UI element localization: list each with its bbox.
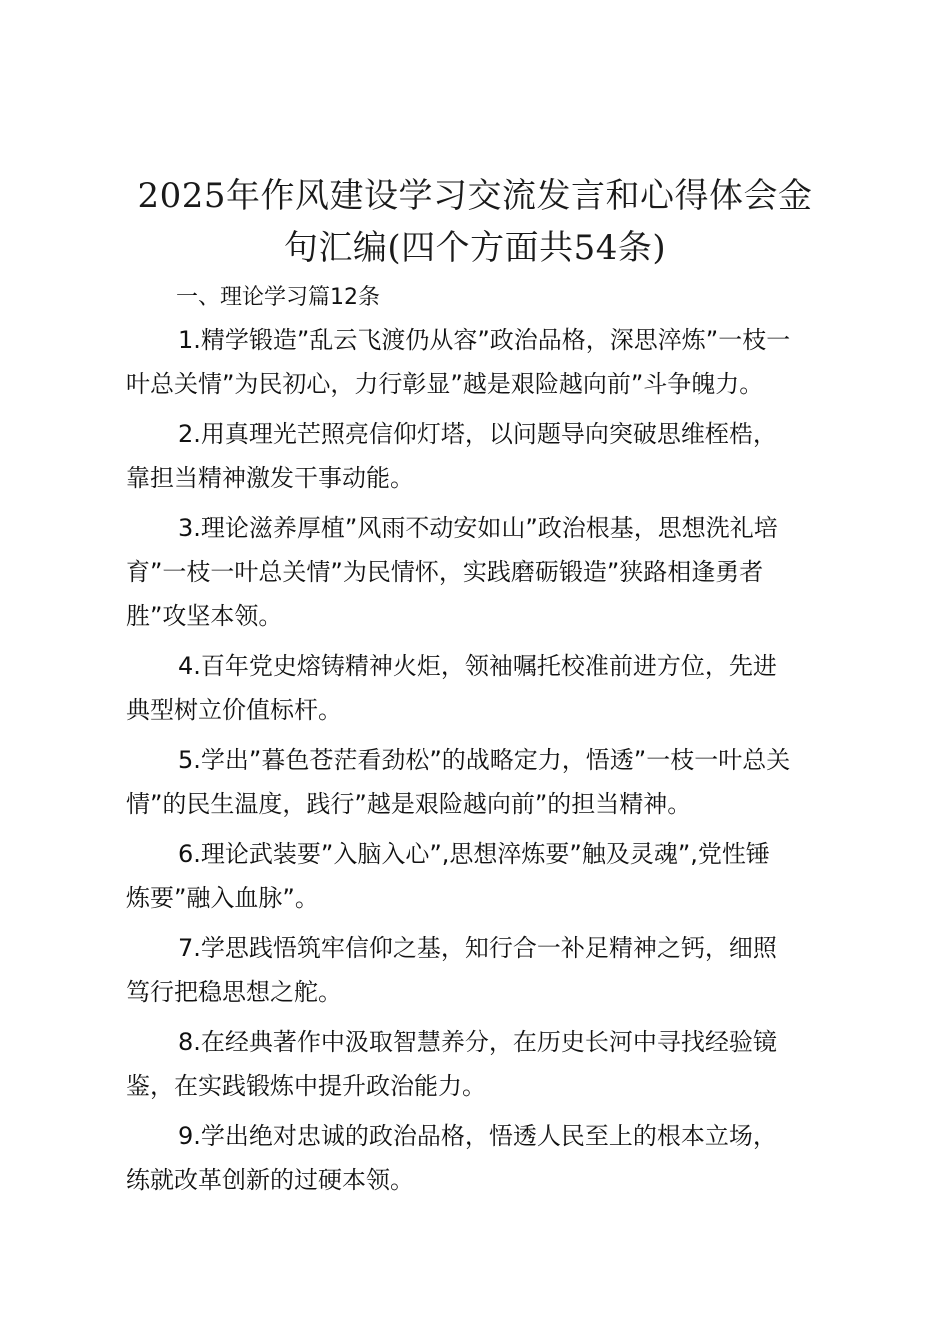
- section-heading: 一、理论学习篇12条: [176, 285, 380, 310]
- item-line: 练就改革创新的过硬本领。: [126, 1166, 414, 1194]
- list-item-4: [126, 644, 831, 732]
- item-line: 胜”攻坚本领。: [126, 602, 283, 630]
- item-line: 育”一枝一叶总关情”为民情怀，实践磨砺锻造”狭路相逢勇者: [126, 558, 764, 586]
- item-line: 2.用真理光芒照亮信仰灯塔，以问题导向突破思维桎梏，: [178, 420, 777, 448]
- title-line-2: 句汇编(四个方面共54条): [283, 228, 667, 268]
- list-item-9: [126, 1114, 831, 1202]
- item-line: 4.百年党史熔铸精神火炬，领袖嘱托校准前进方位，先进: [178, 652, 777, 680]
- item-line: 情”的民生温度，践行”越是艰险越向前”的担当精神。: [126, 790, 692, 818]
- item-line: 5.学出”暮色苍茫看劲松”的战略定力，悟透”一枝一叶总关: [178, 746, 791, 774]
- item-line: 鉴，在实践锻炼中提升政治能力。: [126, 1072, 486, 1100]
- item-line: 9.学出绝对忠诚的政治品格，悟透人民至上的根本立场，: [178, 1122, 777, 1150]
- list-item-3: [126, 506, 831, 638]
- item-line: 笃行把稳思想之舵。: [126, 978, 342, 1006]
- list-item-7: [126, 926, 831, 1014]
- title-line-1: 2025年作风建设学习交流发言和心得体会金: [137, 176, 813, 216]
- item-line: 7.学思践悟筑牢信仰之基，知行合一补足精神之钙，细照: [178, 934, 777, 962]
- item-line: 靠担当精神激发干事动能。: [126, 464, 414, 492]
- list-item-1: [126, 318, 831, 406]
- item-line: 6.理论武装要”入脑入心”,思想淬炼要”触及灵魂”,党性锤: [178, 840, 770, 868]
- list-item-5: [126, 738, 831, 826]
- item-line: 1.精学锻造”乱云飞渡仍从容”政治品格，深思淬炼”一枝一: [178, 326, 791, 354]
- item-line: 典型树立价值标杆。: [126, 696, 342, 724]
- item-line: 8.在经典著作中汲取智慧养分，在历史长河中寻找经验镜: [178, 1028, 777, 1056]
- item-line: 3.理论滋养厚植”风雨不动安如山”政治根基，思想洗礼培: [178, 514, 778, 542]
- list-item-8: [126, 1020, 831, 1108]
- item-line: 叶总关情”为民初心，力行彰显”越是艰险越向前”斗争魄力。: [126, 370, 764, 398]
- list-item-2: [126, 412, 831, 500]
- document-body: [126, 282, 831, 1208]
- list-item-6: [126, 832, 831, 920]
- document-title: [120, 170, 830, 274]
- item-line: 炼要”融入血脉”。: [126, 884, 319, 912]
